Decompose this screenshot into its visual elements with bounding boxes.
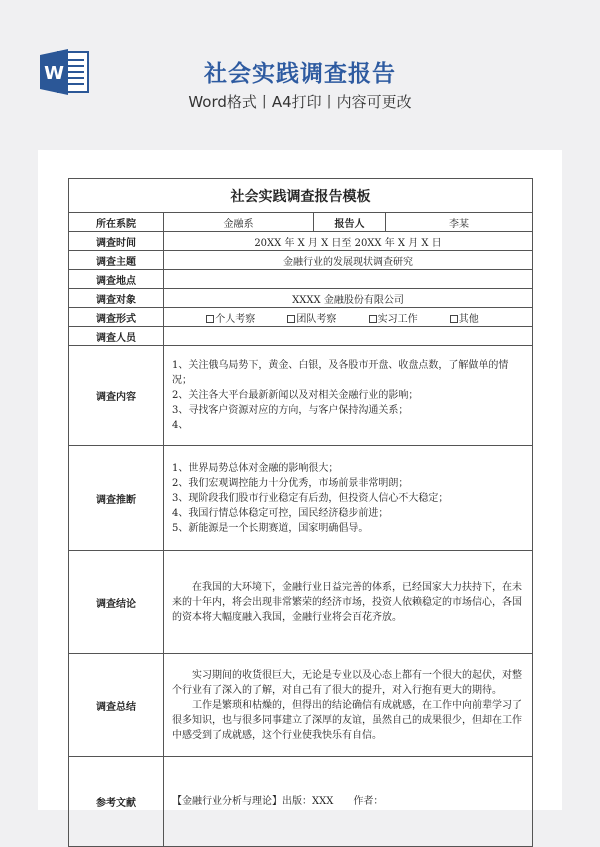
list-item: 4、 xyxy=(172,420,189,431)
dept-label: 所在系院 xyxy=(69,213,164,232)
svg-text:W: W xyxy=(44,63,64,84)
survey-form-table xyxy=(68,178,533,847)
conclusion-label: 调查结论 xyxy=(69,551,164,654)
content-label: 调查内容 xyxy=(69,346,164,446)
list-item: 4、我国行情总体稳定可控，国民经济稳步前进； xyxy=(172,507,389,519)
form-type-options xyxy=(164,308,533,327)
checkbox-icon[interactable] xyxy=(206,315,214,323)
option-team[interactable]: 团队考察 xyxy=(287,310,365,325)
summary-label: 调查总结 xyxy=(69,654,164,757)
option-personal[interactable]: 个人考察 xyxy=(206,310,284,325)
list-item: 3、寻找客户资源对应的方向，与客户保持沟通关系； xyxy=(172,405,409,416)
target-label: 调查对象 xyxy=(69,289,164,308)
page-header xyxy=(0,0,600,125)
checkbox-icon[interactable] xyxy=(369,315,377,323)
summary-value[interactable] xyxy=(164,654,533,757)
form-type-label: 调查形式 xyxy=(69,308,164,327)
list-item: 1、世界局势总体对金融的影响很大； xyxy=(172,462,339,474)
conclusion-paragraph: 在我国的大环境下，金融行业日益完善的体系，已经国家大力扶持下，在未来的十年内，将会出现非常繁荣的经济市场，投资人依赖稳定的市场信心，各国的资本将大幅度融入我国，金融行业将会百花齐放。 xyxy=(172,581,522,623)
summary-paragraph: 实习期间的收货很巨大，无论是专业以及心态上都有一个很大的起伏，对整个行业有了深入的了解，对自己有了很大的提升，对入行抱有更大的期待。 xyxy=(172,669,522,696)
people-label: 调查人员 xyxy=(69,327,164,346)
option-internship[interactable]: 实习工作 xyxy=(369,310,447,325)
list-item: 3、现阶段我们股市行业稳定有后劲，但投资人信心不大稳定； xyxy=(172,492,449,504)
content-value[interactable] xyxy=(164,346,533,446)
inference-value[interactable] xyxy=(164,446,533,551)
target-value[interactable]: XXXX 金融股份有限公司 xyxy=(164,289,533,308)
form-title: 社会实践调查报告模板 xyxy=(69,179,533,213)
dept-value[interactable]: 金融系 xyxy=(164,213,314,232)
reporter-value[interactable]: 李某 xyxy=(386,213,533,232)
list-item: 2、关注各大平台最新新闻以及对相关金融行业的影响； xyxy=(172,390,419,401)
time-value[interactable]: 20XX 年 X 月 X 日至 20XX 年 X 月 X 日 xyxy=(164,232,533,251)
page-subtitle: Word格式丨A4打印丨内容可更改 xyxy=(188,93,412,111)
reporter-label: 报告人 xyxy=(314,213,386,232)
inference-label: 调查推断 xyxy=(69,446,164,551)
time-label: 调查时间 xyxy=(69,232,164,251)
reference-label: 参考文献 xyxy=(69,757,164,847)
checkbox-icon[interactable] xyxy=(450,315,458,323)
page-title: 社会实践调查报告 xyxy=(204,61,396,87)
location-label: 调查地点 xyxy=(69,270,164,289)
list-item: 5、新能源是一个长期赛道，国家明确倡导。 xyxy=(172,522,369,534)
conclusion-value[interactable] xyxy=(164,551,533,654)
list-item: 1、关注俄乌局势下，黄金、白银，及各股市开盘、收盘点数，了解做单的情况； xyxy=(172,360,509,386)
list-item: 2、我们宏观调控能力十分优秀，市场前景非常明朗； xyxy=(172,477,409,489)
document-page xyxy=(38,150,562,810)
option-other[interactable]: 其他 xyxy=(450,310,490,325)
checkbox-icon[interactable] xyxy=(287,315,295,323)
topic-value[interactable]: 金融行业的发展现状调查研究 xyxy=(164,251,533,270)
topic-label: 调查主题 xyxy=(69,251,164,270)
people-value[interactable] xyxy=(164,327,533,346)
summary-paragraph: 工作是繁琐和枯燥的，但得出的结论确信有成就感，在工作中向前辈学习了很多知识，也与很多同事建立了深厚的友谊，虽然自己的成果很少，但却在工作中感受到了成就感，这个行业使我快乐有自信。 xyxy=(172,699,522,741)
reference-value[interactable]: 【金融行业分析与理论】出版：XXX 作者： xyxy=(164,757,533,847)
location-value[interactable] xyxy=(164,270,533,289)
